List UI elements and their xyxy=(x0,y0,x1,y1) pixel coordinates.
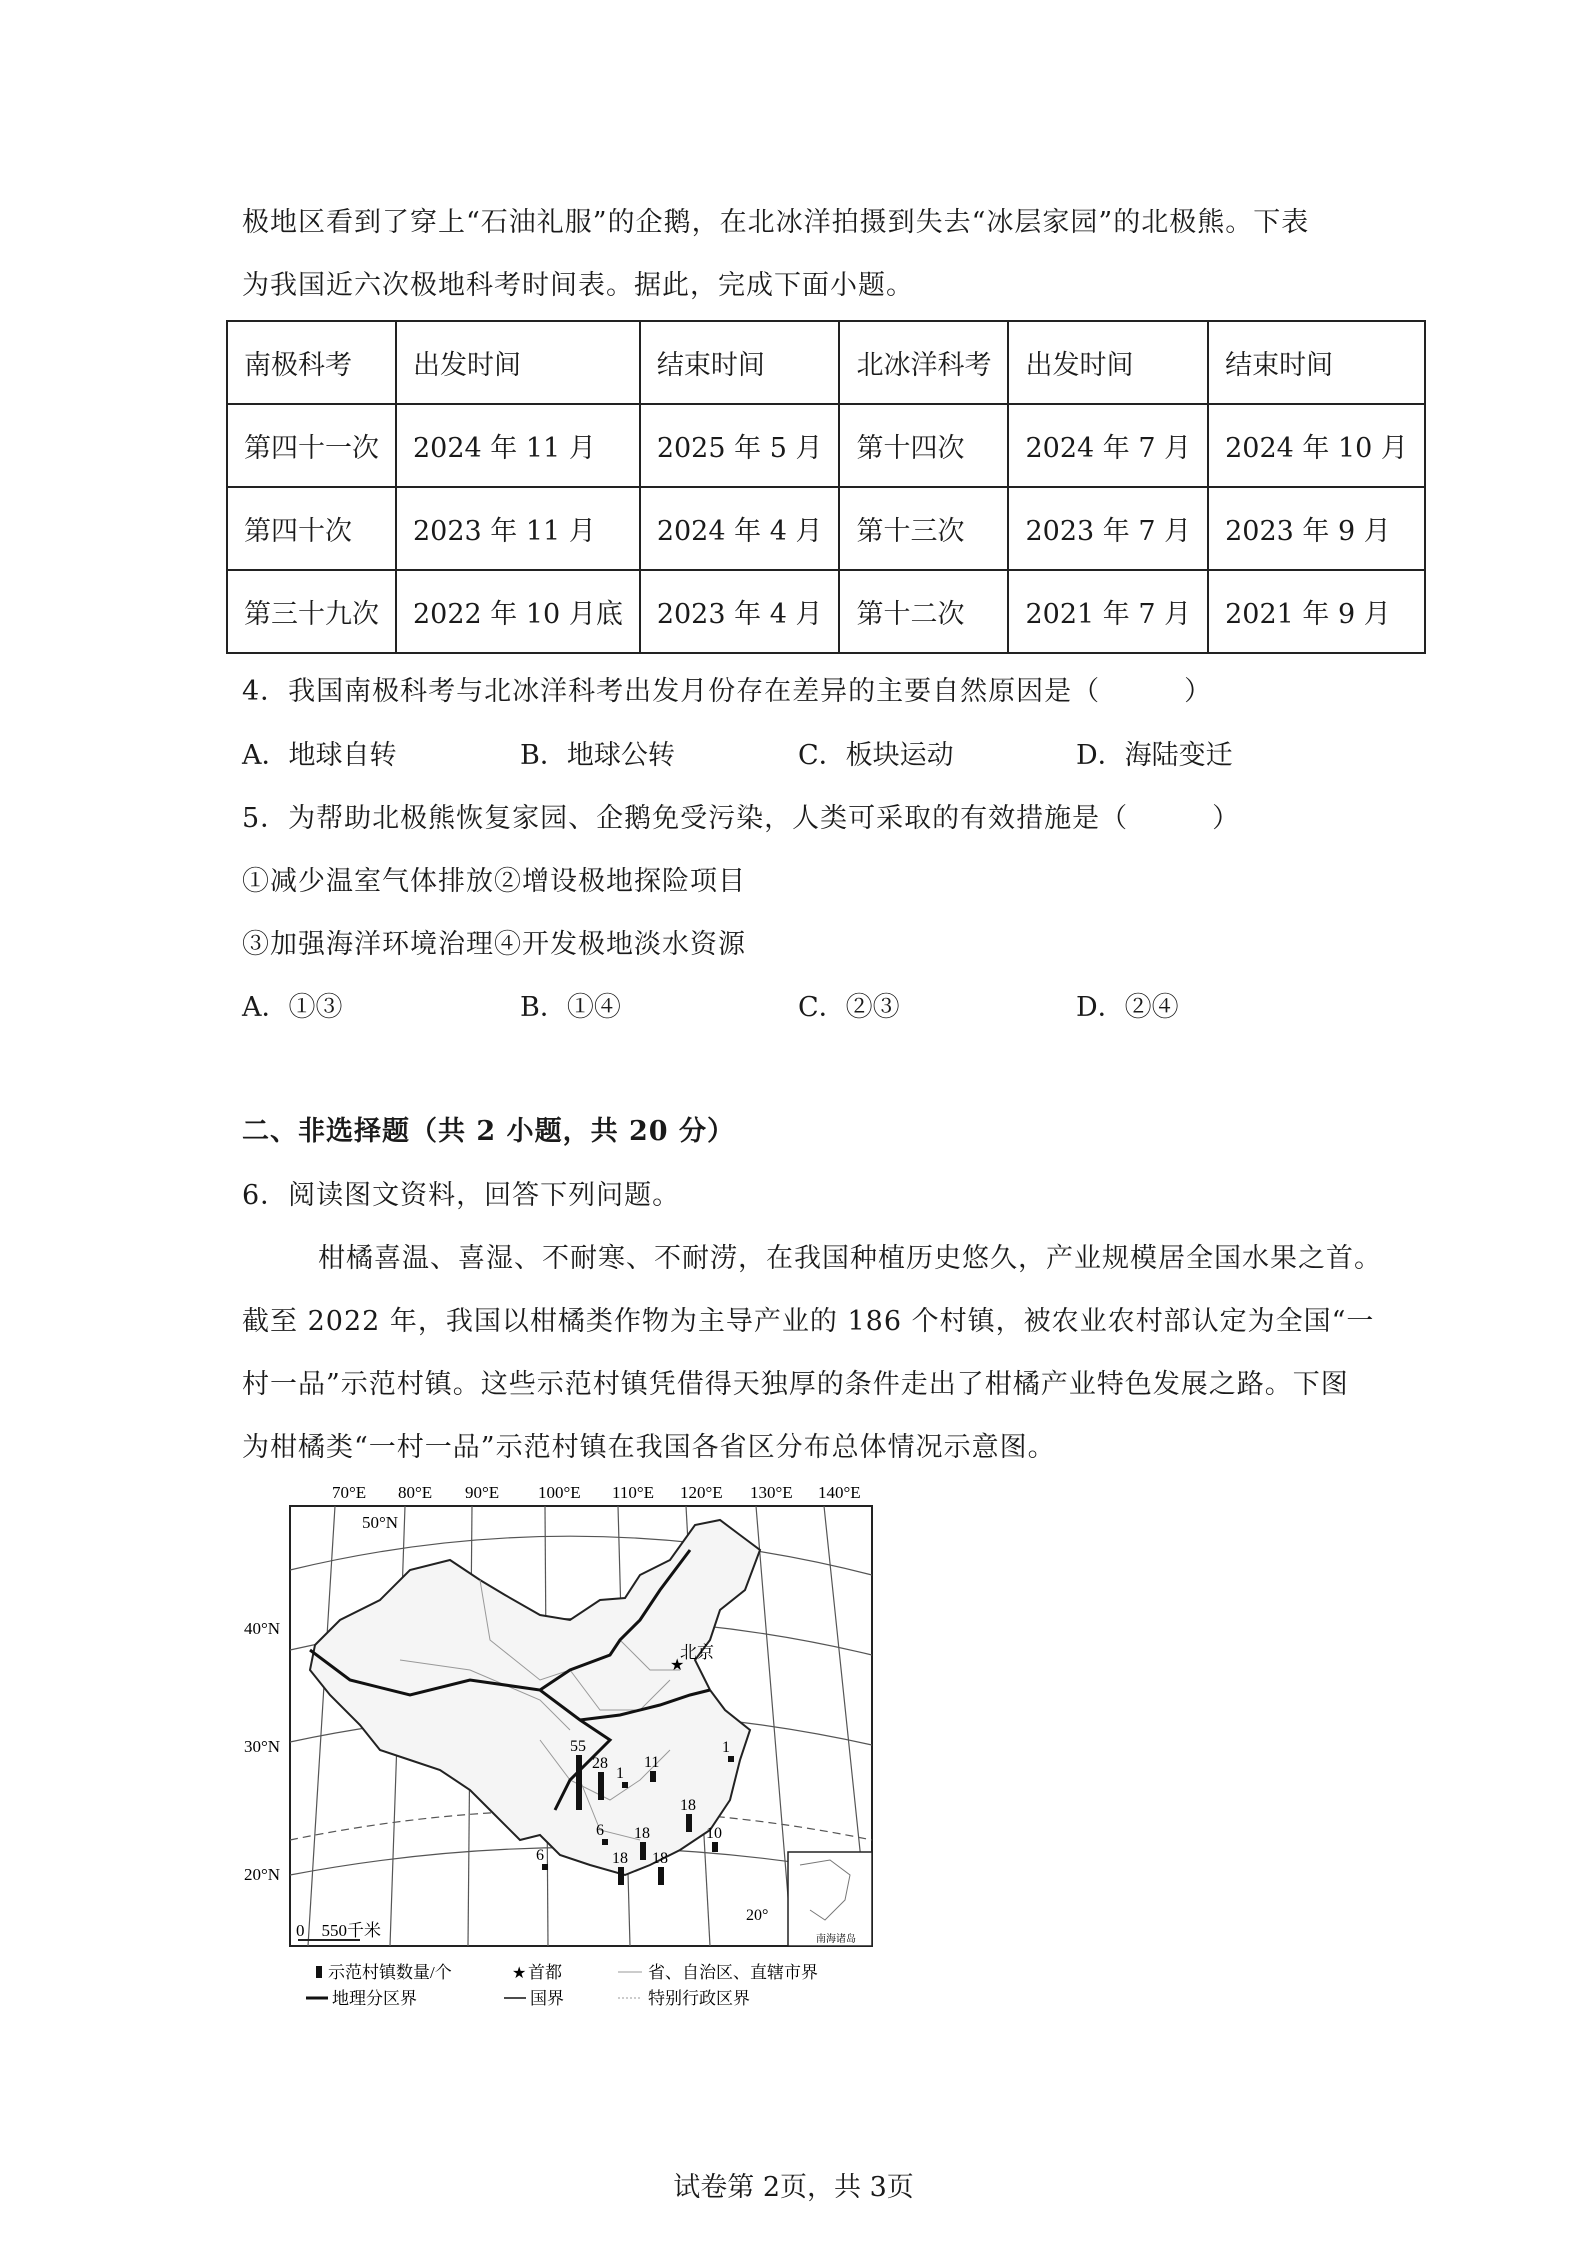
expedition-table xyxy=(226,320,1426,654)
q4-option-b[interactable]: B．地球公转 xyxy=(520,740,675,771)
q5-items-line-1: ①减少温室气体排放②增设极地探险项目 xyxy=(242,866,746,897)
table-header: 结束时间 xyxy=(640,321,840,404)
table-cell: 2023 年 7 月 xyxy=(1008,487,1208,570)
lon-label: 110°E xyxy=(612,1483,655,1502)
q4-option-d[interactable]: D．海陆变迁 xyxy=(1076,740,1233,771)
village-count-bar xyxy=(602,1839,608,1845)
table-header: 结束时间 xyxy=(1208,321,1425,404)
south-sea-inset xyxy=(788,1852,872,1946)
table-cell: 第四十一次 xyxy=(227,404,396,487)
table-header-row xyxy=(227,321,1425,404)
q6-para-line-2: 截至 2022 年，我国以柑橘类作物为主导产业的 186 个村镇，被农业农村部认定为全国“一 xyxy=(242,1306,1375,1337)
table-cell: 2025 年 5 月 xyxy=(640,404,840,487)
legend-geo: 地理分区界 xyxy=(332,1989,417,2008)
legend-sar: 特别行政区界 xyxy=(648,1989,750,2008)
lat-label: 50°N xyxy=(362,1513,399,1532)
legend-bar-icon xyxy=(316,1966,322,1978)
table-row xyxy=(227,570,1425,653)
lon-label: 80°E xyxy=(398,1483,433,1502)
table-row xyxy=(227,404,1425,487)
lat-label: 20°N xyxy=(244,1865,281,1884)
village-count-bar xyxy=(576,1755,582,1810)
q6-para-line-4: 为柑橘类“一村一品”示范村镇在我国各省区分布总体情况示意图。 xyxy=(242,1432,1056,1463)
village-count-label: 28 xyxy=(592,1755,608,1772)
q5-option-d[interactable]: D．②④ xyxy=(1076,992,1179,1023)
table-header: 出发时间 xyxy=(1008,321,1208,404)
q4-option-c[interactable]: C．板块运动 xyxy=(798,740,954,771)
lon-label: 130°E xyxy=(750,1483,793,1502)
lat-label: 30°N xyxy=(244,1737,281,1756)
village-count-label: 6 xyxy=(536,1847,544,1864)
q6-stem: 6．阅读图文资料，回答下列问题。 xyxy=(242,1180,681,1211)
q5-stem: 5．为帮助北极熊恢复家园、企鹅免受污染，人类可采取的有效措施是（ ） xyxy=(242,803,1241,834)
page-footer: 试卷第 2页，共 3页 xyxy=(673,2172,914,2203)
table-cell: 第十四次 xyxy=(839,404,1008,487)
village-count-label: 18 xyxy=(634,1825,650,1842)
table-cell: 第三十九次 xyxy=(227,570,396,653)
village-count-bar xyxy=(542,1864,548,1870)
citrus-distribution-map xyxy=(240,1480,880,2020)
table-cell: 第十二次 xyxy=(839,570,1008,653)
village-count-bar xyxy=(618,1867,624,1885)
village-count-label: 18 xyxy=(612,1850,628,1867)
village-count-label: 1 xyxy=(722,1739,730,1756)
village-count-label: 55 xyxy=(570,1738,586,1755)
village-count-bar xyxy=(728,1756,734,1762)
capital-label: 北京 xyxy=(680,1643,714,1662)
table-cell: 2021 年 9 月 xyxy=(1208,570,1425,653)
table-cell: 2022 年 10 月底 xyxy=(396,570,640,653)
village-count-label: 10 xyxy=(706,1825,722,1842)
village-count-label: 18 xyxy=(652,1850,668,1867)
village-count-bar xyxy=(640,1842,646,1860)
village-count-bar xyxy=(686,1814,692,1832)
village-count-bar xyxy=(712,1842,718,1852)
lon-label: 140°E xyxy=(818,1483,861,1502)
lat-label: 20° xyxy=(746,1907,769,1924)
village-count-bar xyxy=(650,1771,656,1782)
village-count-label: 6 xyxy=(596,1822,604,1839)
village-count-bar xyxy=(598,1772,604,1800)
intro-line-2: 为我国近六次极地科考时间表。据此，完成下面小题。 xyxy=(242,270,914,301)
legend-national: 国界 xyxy=(530,1989,564,2008)
inset-label: 南海诸岛 xyxy=(816,1934,856,1945)
table-cell: 2023 年 4 月 xyxy=(640,570,840,653)
q4-option-a[interactable]: A．地球自转 xyxy=(242,740,397,771)
lon-label: 120°E xyxy=(680,1483,723,1502)
table-cell: 第十三次 xyxy=(839,487,1008,570)
lon-label: 70°E xyxy=(332,1483,367,1502)
q4-stem: 4．我国南极科考与北冰洋科考出发月份存在差异的主要自然原因是（ ） xyxy=(242,676,1213,707)
capital-star-icon: ★ xyxy=(670,1657,685,1674)
table-cell: 2023 年 11 月 xyxy=(396,487,640,570)
q5-option-b[interactable]: B．①④ xyxy=(520,992,621,1023)
q6-para-line-1: 柑橘喜温、喜湿、不耐寒、不耐涝，在我国种植历史悠久，产业规模居全国水果之首。 xyxy=(318,1243,1382,1274)
table-header: 北冰洋科考 xyxy=(839,321,1008,404)
village-count-label: 11 xyxy=(644,1754,660,1771)
village-count-label: 18 xyxy=(680,1797,696,1814)
legend-capital-icon: ★ xyxy=(512,1965,527,1982)
table-cell: 2024 年 11 月 xyxy=(396,404,640,487)
lon-label: 90°E xyxy=(465,1483,500,1502)
section-2-title: 二、非选择题（共 2 小题，共 20 分） xyxy=(242,1116,735,1147)
lon-label: 100°E xyxy=(538,1483,581,1502)
q6-para-line-3: 村一品”示范村镇。这些示范村镇凭借得天独厚的条件走出了柑橘产业特色发展之路。下图 xyxy=(242,1369,1349,1400)
table-cell: 第四十次 xyxy=(227,487,396,570)
village-count-label: 1 xyxy=(616,1765,624,1782)
intro-line-1: 极地区看到了穿上“石油礼服”的企鹅，在北冰洋拍摄到失去“冰层家园”的北极熊。下表 xyxy=(242,207,1310,238)
table-cell: 2021 年 7 月 xyxy=(1008,570,1208,653)
table-cell: 2024 年 4 月 xyxy=(640,487,840,570)
q5-option-a[interactable]: A．①③ xyxy=(242,992,343,1023)
table-cell: 2024 年 10 月 xyxy=(1208,404,1425,487)
lat-label: 40°N xyxy=(244,1619,281,1638)
table-cell: 2024 年 7 月 xyxy=(1008,404,1208,487)
village-count-bar xyxy=(622,1782,628,1788)
table-cell: 2023 年 9 月 xyxy=(1208,487,1425,570)
legend-province: 省、自治区、直辖市界 xyxy=(648,1963,818,1982)
q5-items-line-2: ③加强海洋环境治理④开发极地淡水资源 xyxy=(242,929,746,960)
village-count-bar xyxy=(658,1867,664,1885)
legend-bar: 示范村镇数量/个 xyxy=(328,1963,452,1982)
table-header: 南极科考 xyxy=(227,321,396,404)
table-header: 出发时间 xyxy=(396,321,640,404)
legend-capital: 首都 xyxy=(528,1963,562,1982)
q5-option-c[interactable]: C．②③ xyxy=(798,992,900,1023)
table-row xyxy=(227,487,1425,570)
scale-label: 0 550千米 xyxy=(296,1921,381,1940)
